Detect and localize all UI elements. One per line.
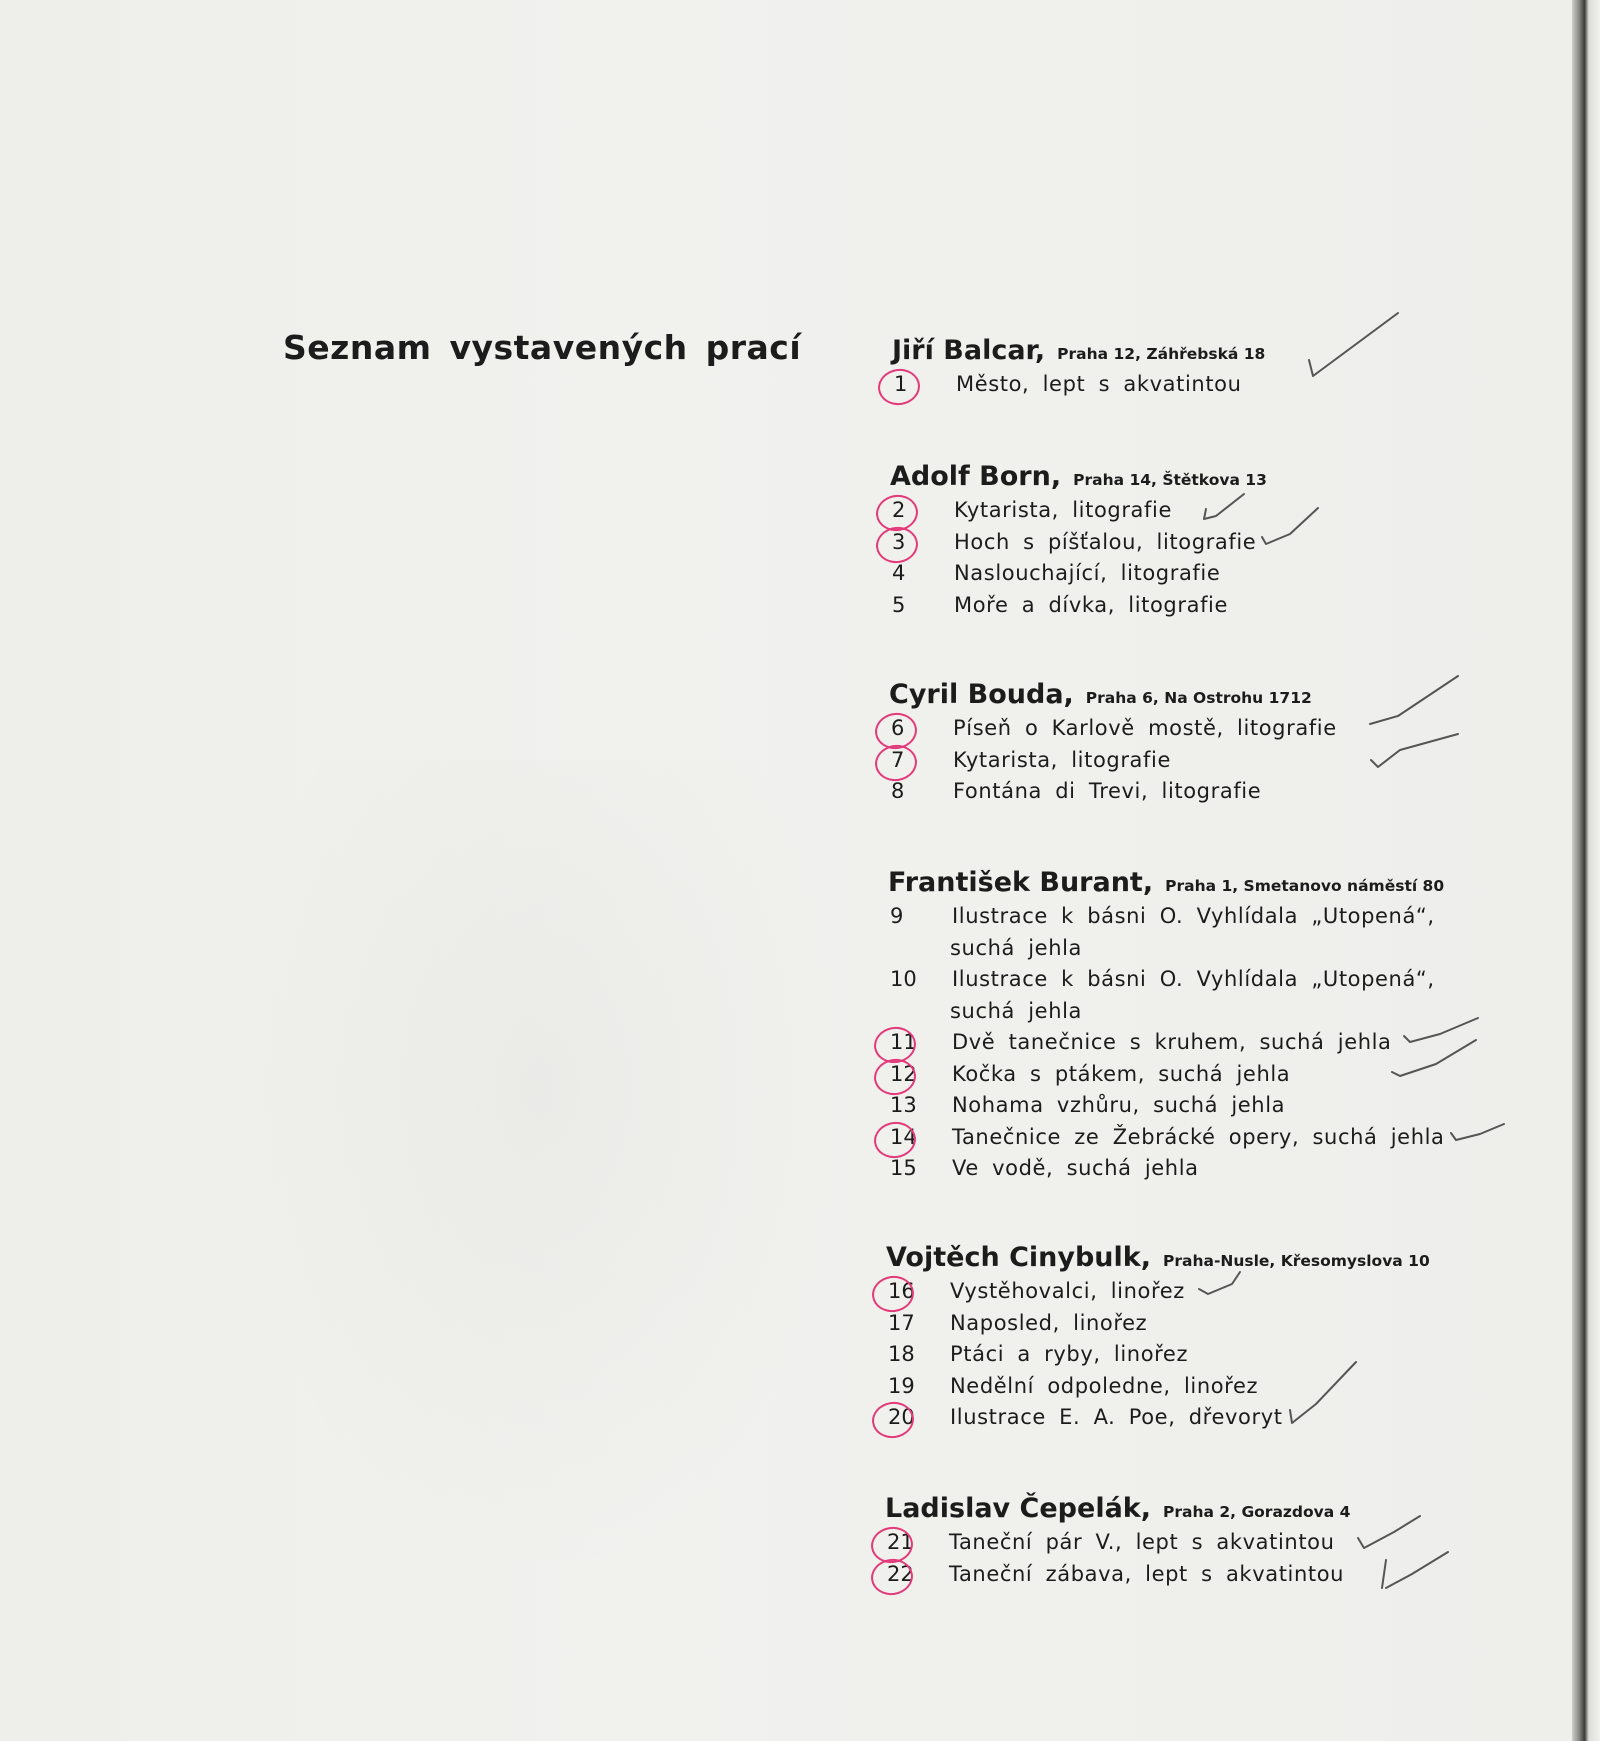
list-item <box>886 1339 1430 1371</box>
work-number: 21 <box>887 1530 914 1554</box>
artist-name: Adolf Born, <box>890 461 1062 492</box>
artist-name: Jiří Balcar, <box>892 335 1046 366</box>
work-number: 20 <box>888 1405 915 1429</box>
work-title: Taneční zábava, lept s akvatintou <box>949 1561 1345 1586</box>
work-number: 6 <box>891 716 905 740</box>
artist-block <box>890 459 1267 621</box>
work-number: 10 <box>890 967 917 991</box>
artist-block <box>892 333 1265 401</box>
work-number: 11 <box>890 1030 917 1054</box>
work-number: 16 <box>888 1279 915 1303</box>
work-title: Píseň o Karlově mostě, litografie <box>953 716 1337 740</box>
list-item <box>892 369 1265 401</box>
work-number: 22 <box>887 1561 914 1586</box>
artist-block <box>888 865 1445 1185</box>
work-number: 17 <box>888 1310 915 1335</box>
artist-name: Vojtěch Cinybulk, <box>886 1242 1151 1273</box>
work-number: 7 <box>891 747 905 772</box>
list-item <box>888 1059 1445 1091</box>
list-item <box>886 1276 1430 1308</box>
artist-address: Praha 6, Na Ostrohu 1712 <box>1085 689 1312 707</box>
page-title: Seznam vystavených prací <box>283 328 802 367</box>
work-number: 8 <box>891 779 905 803</box>
work-title: Město, lept s akvatintou <box>956 372 1242 396</box>
work-title: Ilustrace k básni O. Vyhlídala „Utopená“, <box>952 904 1435 928</box>
list-item <box>888 1027 1445 1059</box>
work-title: Nedělní odpoledne, linořez <box>950 1373 1259 1398</box>
work-title-continuation: suchá jehla <box>950 935 1083 960</box>
artist-name: František Burant, <box>888 867 1154 898</box>
artist-name: Ladislav Čepelák, <box>885 1493 1152 1524</box>
work-title: Vystěhovalci, linořez <box>950 1279 1185 1303</box>
work-number: 18 <box>888 1342 915 1366</box>
artist-address: Praha 14, Štětkova 13 <box>1073 471 1267 489</box>
list-item <box>890 590 1267 622</box>
page-edge <box>1572 0 1600 1741</box>
artist-block <box>886 1240 1430 1434</box>
work-title: Fontána di Trevi, litografie <box>953 779 1262 803</box>
work-number: 5 <box>892 592 906 617</box>
work-title: Kytarista, litografie <box>953 747 1171 772</box>
work-number: 19 <box>888 1373 915 1398</box>
list-item-continuation <box>950 933 1445 965</box>
work-number: 3 <box>892 529 906 554</box>
work-title: Nohama vzhůru, suchá jehla <box>952 1093 1286 1117</box>
work-number: 4 <box>892 561 906 585</box>
list-item <box>890 495 1267 527</box>
work-title: Ve vodě, suchá jehla <box>952 1156 1199 1180</box>
artist-block <box>885 1491 1350 1590</box>
work-title: Taneční pár V., lept s akvatintou <box>949 1530 1335 1554</box>
artist-address: Praha-Nusle, Křesomyslova 10 <box>1162 1252 1430 1270</box>
work-title: Ptáci a ryby, linořez <box>950 1342 1189 1366</box>
list-item <box>886 1371 1430 1403</box>
artist-name: Cyril Bouda, <box>889 679 1074 710</box>
work-title: Naslouchající, litografie <box>954 561 1221 585</box>
list-item <box>886 1308 1430 1340</box>
work-title: Moře a dívka, litografie <box>954 592 1229 617</box>
artist-address: Praha 2, Gorazdova 4 <box>1163 1503 1351 1521</box>
work-number: 14 <box>890 1124 917 1149</box>
work-number: 15 <box>890 1156 917 1180</box>
work-title: Kytarista, litografie <box>954 498 1172 522</box>
artist-address: Praha 1, Smetanovo náměstí 80 <box>1165 877 1445 895</box>
list-item <box>886 1402 1430 1434</box>
work-title: Hoch s píšťalou, litografie <box>954 529 1257 554</box>
work-title: Ilustrace k básni O. Vyhlídala „Utopená“, <box>952 967 1435 991</box>
artist-address: Praha 12, Záhřebská 18 <box>1057 345 1266 363</box>
work-title: Kočka s ptákem, suchá jehla <box>952 1061 1291 1086</box>
list-item <box>889 713 1337 745</box>
paper-show-through <box>230 760 850 1580</box>
list-item <box>889 745 1337 777</box>
work-title: Dvě tanečnice s kruhem, suchá jehla <box>952 1030 1392 1054</box>
work-number: 13 <box>890 1093 917 1117</box>
list-item <box>889 776 1337 808</box>
list-item <box>888 1153 1445 1185</box>
artist-block <box>889 677 1337 808</box>
list-item <box>888 1090 1445 1122</box>
work-title: Naposled, linořez <box>950 1310 1148 1335</box>
list-item <box>890 558 1267 590</box>
work-title: Ilustrace E. A. Poe, dřevoryt <box>950 1405 1283 1429</box>
work-number: 12 <box>890 1061 917 1086</box>
list-item <box>885 1527 1350 1559</box>
list-item <box>890 527 1267 559</box>
work-number: 2 <box>892 498 906 522</box>
list-item <box>888 1122 1445 1154</box>
work-number: 9 <box>890 904 904 928</box>
list-item <box>888 964 1445 996</box>
work-title: Tanečnice ze Žebrácké opery, suchá jehla <box>952 1124 1445 1149</box>
list-item <box>888 901 1445 933</box>
work-title-continuation: suchá jehla <box>950 998 1083 1023</box>
list-item-continuation <box>950 996 1445 1028</box>
work-number: 1 <box>894 372 908 396</box>
list-item <box>885 1559 1350 1591</box>
